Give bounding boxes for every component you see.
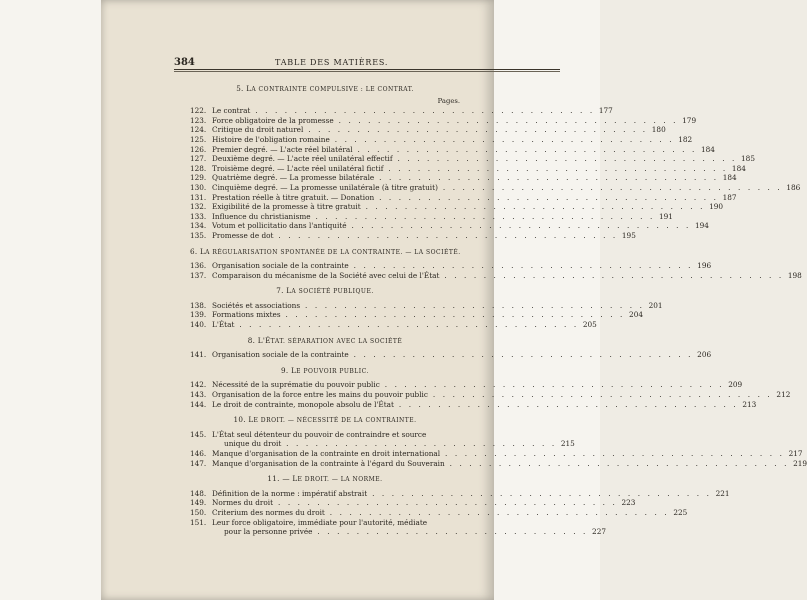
toc-entry <box>190 350 712 360</box>
section-title-lead: 10. L <box>233 415 254 425</box>
leader-dots: . . . . . . . . . . . . . . . . . . . . . . . . . . . . . . . . . . . <box>303 125 648 135</box>
section-title <box>190 247 460 258</box>
entry-text: Manque d'organisation de la contrainte en droit international <box>212 449 441 458</box>
entry-text-wrap <box>212 449 785 459</box>
entry-page: 217 <box>788 449 803 458</box>
entry-text-wrap <box>212 221 691 231</box>
section-title <box>190 336 460 347</box>
toc-entry <box>190 488 730 499</box>
leader-dots: . . . . . . . . . . . . . . . . . . . . . . . . . . . . . . . . . . . <box>374 173 719 183</box>
section-title-lead: 11. — L <box>267 474 298 484</box>
entry-text: L'État <box>212 320 235 330</box>
entry-number: 133. <box>190 211 207 221</box>
toc-entry <box>190 310 643 320</box>
toc-entry <box>190 144 715 155</box>
entry-text: L'État seul détenteur du pouvoir de contraindre et source <box>212 429 427 439</box>
entry-text: Organisation de la force entre les mains du pouvoir public <box>212 390 428 400</box>
entry-number: 124. <box>190 125 207 135</box>
entry-text-wrap <box>212 518 588 537</box>
leader-dots: . . . . . . . . . . . . . . . . . . . . . . . . . . . . . . . . . . . <box>348 261 694 271</box>
entry-page <box>557 430 575 449</box>
entry-number: 130. <box>190 182 207 192</box>
leader-dots: . . . . . . . . . . . . . . . . . . . . . . . . . . . . . . . . . . . <box>360 202 706 212</box>
entry-text-wrap <box>212 380 724 390</box>
toc-entry <box>190 163 746 174</box>
toc-entry <box>190 449 803 459</box>
leader-dots: . . . . . . . . . . . . . . . . . . . . . . . . . . . . . . . . . . . <box>367 488 712 498</box>
leader-dots: . . . . . . . . . . . . . . . . . . . . . . . . . . . . . . . . . . . <box>333 115 679 125</box>
leader-dots: . . . . . . . . . . . . . . . . . . . . . . . . . . . . . . . . . . . <box>440 449 785 458</box>
entry-text-wrap <box>212 301 645 311</box>
toc-entry <box>190 498 636 508</box>
entry-text-wrap <box>212 202 705 212</box>
toc-entry <box>190 320 597 330</box>
toc-entry <box>190 300 663 311</box>
entry-page: 221 <box>715 488 730 498</box>
section-title-lead: 7. L <box>276 286 292 296</box>
leader-dots: . . . . . . . . . . . . . . . . . . . . . . . . . . . . . . . . . . . <box>346 221 691 231</box>
entry-text-wrap <box>212 261 693 271</box>
section-title <box>190 474 460 485</box>
entry-number: 143. <box>190 390 207 400</box>
entry-page: 184 <box>731 163 746 173</box>
entry-text-wrap <box>212 116 678 126</box>
entry-text-wrap <box>212 320 579 330</box>
entry-page: 204 <box>629 310 643 320</box>
header-rule-thin <box>174 71 560 72</box>
toc-entry <box>190 106 613 116</box>
entry-page-number: 227 <box>592 527 606 537</box>
entry-page: 187 <box>722 192 737 202</box>
toc-entry <box>190 429 575 449</box>
entry-text-wrap <box>212 498 617 508</box>
entry-page: 180 <box>651 125 666 135</box>
entry-number: 128. <box>190 163 207 173</box>
entry-text: Deuxième degré. — L'acte réel unilatéral effectif <box>212 154 393 164</box>
entry-number: 150. <box>190 507 207 517</box>
leader-dots: . . . . . . . . . . . . . . . . . . . . . . . . . . . . . . . . . . . <box>437 182 783 192</box>
header-rule <box>174 69 560 70</box>
entry-text: Le contrat <box>212 106 251 116</box>
entry-number: 127. <box>190 154 207 164</box>
entry-text: Criterium des normes du droit <box>212 507 325 517</box>
entry-text-wrap <box>212 310 625 320</box>
entry-text-wrap <box>212 106 595 116</box>
entry-number: 122. <box>190 106 207 116</box>
leader-dots: . . . . . . . . . . . . . . . . . . . . . . . . . . . . . . . . . . . <box>383 163 728 173</box>
leader-dots: . . . . . . . . . . . . . . . . . . . . . . . . . . . . . . . . . . . <box>379 380 725 390</box>
toc-entry <box>190 380 743 390</box>
entry-page: 186 <box>786 182 801 192</box>
toc-entry <box>190 182 801 193</box>
toc-entry <box>190 458 807 469</box>
entry-text: Histoire de l'obligation romaine <box>212 134 330 144</box>
section-title-lead: 9. L <box>281 365 297 375</box>
leader-dots: . . . . . . . . . . . . . . . . . . . . . . . . . . . . . . . . . . . <box>273 498 618 508</box>
toc-entry <box>190 261 712 271</box>
entry-number: 142. <box>190 380 207 390</box>
leader-dots: . . . . . . . . . . . . . . . . . . . . . . . . . . . . <box>281 439 557 449</box>
entry-page: 194 <box>695 221 709 231</box>
entry-number: 123. <box>190 115 207 125</box>
entry-text-wrap <box>212 145 697 155</box>
entry-text-wrap <box>212 390 772 400</box>
entry-number: 140. <box>190 320 207 330</box>
toc-entry <box>190 192 737 203</box>
leader-dots: . . . . . . . . . . . . . . . . . . . . . . . . . . . . . . . . . . . <box>300 300 645 310</box>
entry-number: 151. <box>190 517 207 527</box>
leader-dots: . . . . . . . . . . . . . . . . . . . . . . . . . . . . . . . . . . . <box>280 310 625 320</box>
section-title-smallcaps: A SOCIÉTÉ PUBLIQUE. <box>291 288 374 296</box>
entry-page: 206 <box>697 350 712 360</box>
leader-dots: . . . . . . . . . . . . . . . . . . . . . . . . . . . . . . . . . . . <box>348 350 694 360</box>
entry-page: 209 <box>728 380 743 390</box>
entry-page: 182 <box>678 134 693 144</box>
pages-column-label: Pages. <box>437 96 460 105</box>
leader-dots: . . . . . . . . . . . . . . . . . . . . . . . . . . . . . . . . . . . <box>393 399 739 409</box>
entry-page: 184 <box>722 173 737 183</box>
entry-text: Critique du droit naturel <box>212 125 304 135</box>
entry-page: 219 <box>793 458 807 468</box>
entry-text: Organisation sociale de la contrainte <box>212 261 349 271</box>
section-title-lead: 5. L <box>236 84 252 93</box>
entry-text-wrap <box>212 164 728 174</box>
entry-text: Normes du droit <box>212 498 274 508</box>
toc-entry <box>190 230 636 241</box>
entry-text-wrap <box>212 400 738 410</box>
entry-text: Prestation réelle à titre gratuit. — Donation <box>212 192 375 202</box>
leader-dots: . . . . . . . . . . . . . . . . . . . . . . . . . . . . . . . . . . . <box>310 211 655 221</box>
entry-text: Quatrième degré. — La promesse bilatérale <box>212 173 375 183</box>
entry-text-wrap <box>212 193 719 203</box>
entry-page: 213 <box>742 399 757 409</box>
entry-text-continued: pour la personne privée <box>224 527 313 537</box>
entry-text: Comparaison du mécanisme de la Société avec celui de l'État <box>212 270 440 280</box>
toc-entry <box>190 125 666 135</box>
entry-text: Leur force obligatoire, immédiate pour l'autorité, médiate <box>212 517 428 527</box>
entry-text-wrap <box>212 271 784 281</box>
entry-page: 177 <box>598 106 613 116</box>
entry-text: Exigibilité de la promesse à titre gratuit <box>212 202 361 212</box>
section-title <box>190 366 460 377</box>
entry-text: Manque d'organisation de la contrainte à l'égard du Souverain <box>212 458 445 468</box>
entry-number: 136. <box>190 261 207 271</box>
entry-number: 147. <box>190 458 207 468</box>
leader-dots: . . . . . . . . . . . . . . . . . . . . . . . . . . . . . . . . . . . <box>234 320 579 330</box>
entry-text-wrap <box>212 135 674 145</box>
entry-page: 185 <box>741 154 755 164</box>
toc-entry <box>190 270 802 281</box>
background-left <box>0 0 101 600</box>
entry-text-wrap <box>212 173 719 183</box>
entry-page: 195 <box>621 230 636 240</box>
toc-entry <box>190 507 688 518</box>
entry-page: 205 <box>582 320 597 330</box>
entry-text: Formations mixtes <box>212 310 281 320</box>
section-title-smallcaps: E DROIT. — LA NORME. <box>297 476 383 484</box>
toc-entry <box>190 211 673 222</box>
section-title <box>190 84 460 95</box>
entry-number: 134. <box>190 221 207 231</box>
leader-dots: . . . . . . . . . . . . . . . . . . . . . . . . . . . . . . . . . . . <box>273 230 618 240</box>
table-of-contents <box>190 78 807 537</box>
entry-text: Sociétés et associations <box>212 300 301 310</box>
leader-dots: . . . . . . . . . . . . . . . . . . . . . . . . . . . . . . . . . . . <box>250 106 595 116</box>
entry-page: 198 <box>787 270 802 280</box>
entry-page: 179 <box>682 115 697 125</box>
entry-number: 135. <box>190 230 207 240</box>
entry-page: 223 <box>621 498 636 508</box>
leader-dots: . . . . . . . . . . . . . . . . . . . . . . . . . . . . . . . . . . . <box>427 390 773 400</box>
section-title-smallcaps: A CONTRAINTE COMPULSIVE : LE CONTRAT. <box>251 86 414 93</box>
section-title-lead: 8. L'É <box>247 335 271 345</box>
entry-text: Votum et pollicitatio dans l'antiquité <box>212 221 347 231</box>
toc-entry <box>190 202 724 212</box>
toc-entry <box>190 173 737 183</box>
section-title-smallcaps: A RÉGULARISATION SPONTANÉE DE LA CONTRAINTE. — LA SOCIÉTÉ. <box>205 248 461 256</box>
entry-number: 145. <box>190 429 207 439</box>
entry-number: 138. <box>190 300 207 310</box>
entry-number: 125. <box>190 134 207 144</box>
entry-number: 137. <box>190 270 207 280</box>
entry-text-wrap <box>212 125 648 135</box>
entry-number: 148. <box>190 488 207 498</box>
entry-number: 131. <box>190 192 207 202</box>
entry-page: 184 <box>701 144 715 154</box>
toc-entry <box>190 390 791 400</box>
toc-entry <box>190 115 697 126</box>
entry-text: Troisième degré. — L'acte réel unilatéral fictif <box>212 163 384 173</box>
entry-text-wrap <box>212 459 789 469</box>
leader-dots: . . . . . . . . . . . . . . . . . . . . . . . . . . . . . . . . . . . <box>374 192 719 202</box>
leader-dots: . . . . . . . . . . . . . . . . . . . . . . . . . . . . . . . . . . . <box>352 144 697 154</box>
entry-number: 144. <box>190 399 207 409</box>
entry-number: 126. <box>190 144 207 154</box>
toc-entry <box>190 399 757 410</box>
entry-text-wrap <box>212 489 712 499</box>
entry-number: 149. <box>190 498 207 508</box>
entry-text: Organisation sociale de la contrainte <box>212 350 349 360</box>
section-title <box>190 415 460 426</box>
section-title-smallcaps: E DROIT. — NÉCESSITÉ DE LA CONTRAINTE. <box>253 417 417 425</box>
entry-page: 212 <box>776 390 791 400</box>
entry-text: Force obligatoire de la promesse <box>212 115 334 125</box>
section-title <box>190 286 460 297</box>
leader-dots: . . . . . . . . . . . . . . . . . . . . . . . . . . . . . . . . . . . <box>324 507 670 517</box>
entry-text-wrap <box>212 231 618 241</box>
entry-text: Promesse de dot <box>212 230 274 240</box>
entry-text: Influence du christianisme <box>212 211 311 221</box>
section-title-smallcaps: E POUVOIR PUBLIC. <box>296 367 369 375</box>
entry-page: 190 <box>709 202 724 212</box>
entry-text-wrap <box>212 154 737 164</box>
toc-entry <box>190 517 606 537</box>
leader-dots: . . . . . . . . . . . . . . . . . . . . . . . . . . . . . . . . . . . <box>439 270 784 280</box>
entry-number: 146. <box>190 449 207 458</box>
entry-number: 139. <box>190 310 207 320</box>
toc-entry <box>190 134 693 145</box>
running-header-title: TABLE DES MATIÈRES. <box>275 58 389 67</box>
entry-page-number: 215 <box>560 439 575 449</box>
toc-entry <box>190 221 709 231</box>
entry-number: 129. <box>190 173 207 183</box>
leader-dots: . . . . . . . . . . . . . . . . . . . . . . . . . . . . . . . . . . . <box>392 154 737 164</box>
page-number: 384 <box>174 57 195 68</box>
entry-text-continued: unique du droit <box>224 439 282 449</box>
entry-number: 132. <box>190 202 207 212</box>
entry-page: 201 <box>648 300 663 310</box>
leader-dots: . . . . . . . . . . . . . . . . . . . . . . . . . . . . . . . . . . . <box>329 134 675 144</box>
entry-text: Cinquième degré. — La promesse unilatérale (à titre gratuit) <box>212 182 438 192</box>
entry-text-wrap <box>212 508 669 518</box>
entry-text: Le droit de contrainte, monopole absolu de l'État <box>212 399 394 409</box>
entry-text-wrap <box>212 212 655 222</box>
toc-entry <box>190 154 755 164</box>
entry-number: 141. <box>190 350 207 360</box>
entry-page: 225 <box>673 507 688 517</box>
entry-text-wrap <box>212 430 557 449</box>
entry-page <box>588 518 606 537</box>
entry-text-wrap <box>212 183 782 193</box>
section-title-lead: 6. L <box>190 246 206 256</box>
entry-page: 191 <box>659 211 673 221</box>
entry-text-wrap <box>212 350 693 360</box>
entry-text: Nécessité de la suprématie du pouvoir public <box>212 380 380 390</box>
entry-text: Premier degré. — L'acte réel bilatéral <box>212 144 353 154</box>
leader-dots: . . . . . . . . . . . . . . . . . . . . . . . . . . . . <box>312 527 588 537</box>
section-title-smallcaps: TAT. SÉPARATION AVEC LA SOCIÉTÉ <box>270 337 403 345</box>
leader-dots: . . . . . . . . . . . . . . . . . . . . . . . . . . . . . . . . . . . <box>444 458 790 468</box>
entry-page: 196 <box>697 261 712 271</box>
entry-text: Définition de la norme : impératif abstrait <box>212 488 368 498</box>
